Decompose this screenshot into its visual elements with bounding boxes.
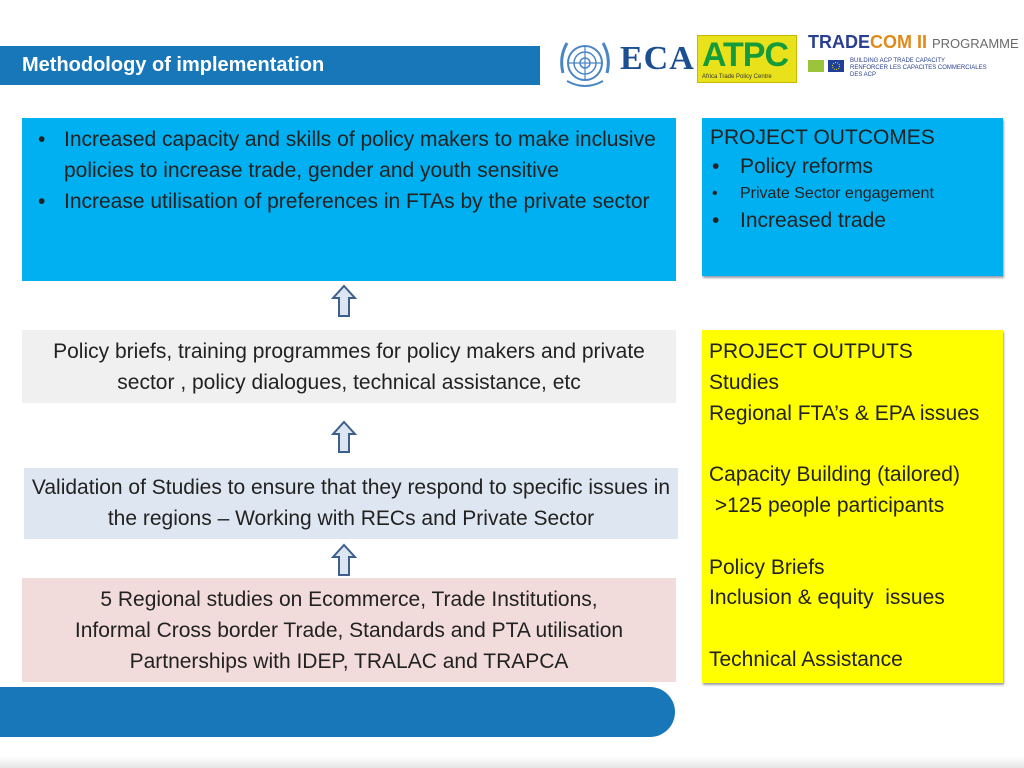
slide-title: Methodology of implementation — [0, 46, 540, 85]
outcomes-heading: PROJECT OUTCOMES — [710, 126, 935, 149]
atpc-logo-subtitle: Africa Trade Policy Centre — [702, 74, 772, 80]
footer-bar — [0, 687, 675, 737]
outputs-box — [702, 330, 1003, 683]
spacer — [709, 522, 999, 553]
validation-box: Validation of Studies to ensure that they respond to specific issues in the regions – Working with RECs and Private Sector — [24, 468, 678, 539]
atpc-logo — [697, 35, 797, 83]
tradecom-subtitle — [850, 58, 1000, 79]
spacer — [709, 429, 999, 460]
outcomes-box — [702, 118, 1003, 276]
goal-bullet-item: • Increase utilisation of preferences in FTAs by the private sector — [32, 186, 662, 217]
atpc-logo-text: ATPC — [702, 36, 789, 74]
outputs-studies-detail: Regional FTA’s & EPA issues — [709, 401, 980, 425]
up-arrow-icon — [331, 420, 357, 454]
studies-line: Informal Cross border Trade, Standards and PTA utilisation — [74, 619, 624, 642]
tradecom-subtitle-fr: RENFORCER LES CAPACITES COMMERCIALES DES ACP — [850, 65, 987, 78]
outputs-studies-label: Studies — [709, 370, 780, 394]
studies-line: 5 Regional studies on Ecommerce, Trade Institutions, — [100, 588, 598, 611]
goal-bullet-list — [32, 124, 662, 217]
tradecom-programme: PROGRAMME — [932, 36, 1019, 51]
up-arrow-icon — [331, 284, 357, 318]
outcome-item: • Policy reforms — [710, 153, 997, 181]
outputs-briefs-detail: Inclusion & equity issues — [709, 586, 945, 610]
studies-box — [22, 578, 676, 682]
outcome-item: • Increased trade — [710, 207, 997, 235]
studies-line: Partnerships with IDEP, TRALAC and TRAPCA — [129, 650, 569, 673]
tradecom-com: COM II — [870, 32, 927, 52]
footer-shadow — [0, 756, 1024, 768]
outputs-capacity-label: Capacity Building (tailored) — [709, 463, 960, 487]
up-arrow-icon — [331, 543, 357, 577]
tradecom-logo-word — [808, 32, 927, 53]
outcomes-list — [710, 153, 997, 235]
goal-bullet-item: • Increased capacity and skills of policy makers to make inclusive policies to increase trade, gender and youth sensitive — [32, 124, 662, 186]
tradecom-prefix: TRADE — [808, 32, 870, 52]
outputs-ta-label: Technical Assistance — [709, 647, 903, 671]
spacer — [709, 614, 999, 645]
outcome-item: • Private Sector engagement — [710, 181, 997, 207]
activities-box: Policy briefs, training programmes for policy makers and private sector , policy dialogues, technical assistance, etc — [22, 330, 676, 403]
outputs-capacity-detail: >125 people participants — [709, 493, 945, 517]
tradecom-logo — [806, 28, 1019, 84]
outputs-briefs-label: Policy Briefs — [709, 555, 825, 579]
outputs-heading: PROJECT OUTPUTS — [709, 340, 913, 363]
un-emblem-icon — [555, 33, 615, 93]
goal-box — [22, 118, 676, 281]
eca-logo-text: ECA — [620, 40, 695, 77]
tradecom-subtitle-en: BUILDING ACP TRADE CAPACITY — [850, 58, 946, 64]
eu-acp-flags-icon — [808, 60, 846, 74]
